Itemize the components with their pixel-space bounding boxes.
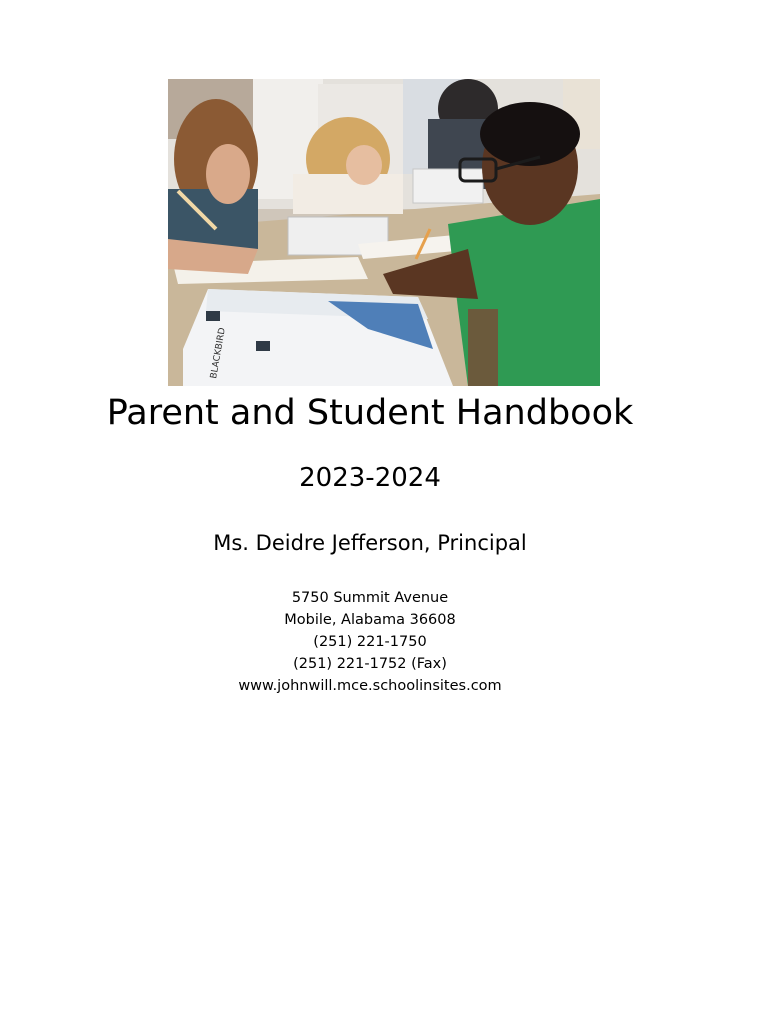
website-link[interactable]: www.johnwill.mce.schoolinsites.com xyxy=(238,678,502,694)
handbook-title: Parent and Student Handbook xyxy=(106,393,634,433)
school-year: 2023-2024 xyxy=(299,463,441,493)
phone-number: (251) 221-1750 xyxy=(313,634,427,650)
city-state-zip: Mobile, Alabama 36608 xyxy=(284,612,456,628)
street-address: 5750 Summit Avenue xyxy=(291,590,449,606)
principal-name: Ms. Deidre Jefferson, Principal xyxy=(213,531,527,555)
workbook-label: BLACKBIRD xyxy=(209,326,228,380)
cover-photo xyxy=(168,79,600,386)
fax-number: (251) 221-1752 (Fax) xyxy=(293,656,447,672)
contact-block xyxy=(0,587,740,697)
